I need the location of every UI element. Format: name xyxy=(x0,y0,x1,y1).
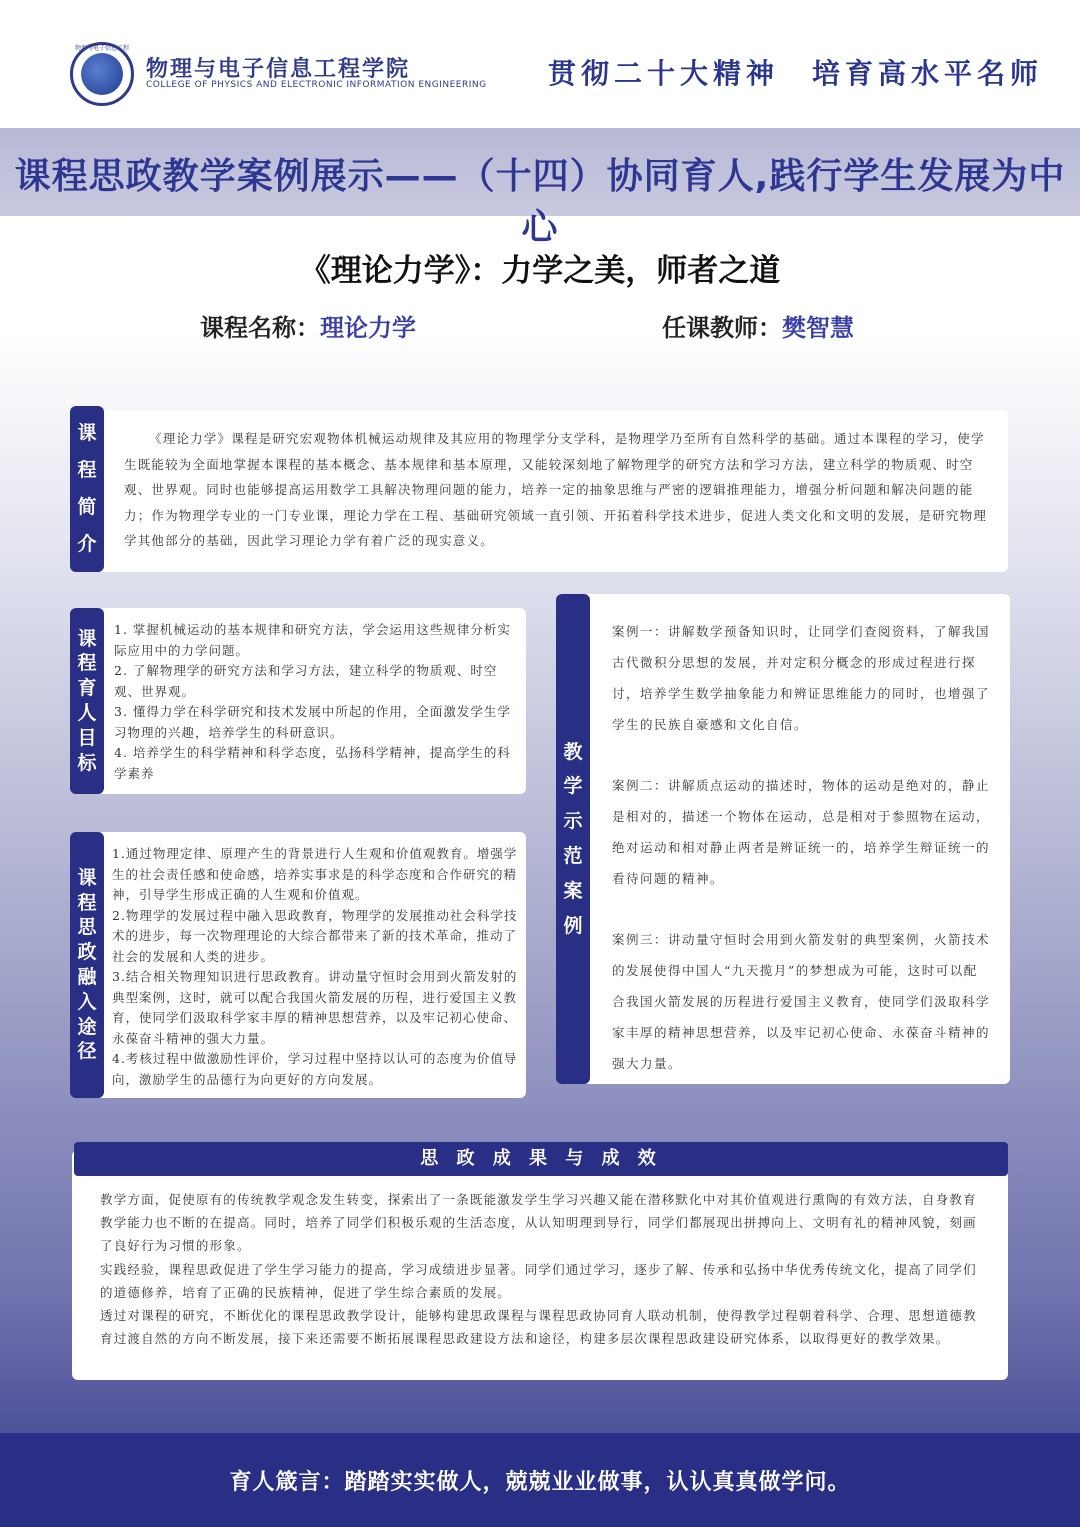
page-title: 课程思政教学案例展示——（十四）协同育人,践行学生发展为中心 xyxy=(14,156,1066,248)
list-item: 2. 了解物理学的研究方法和学习方法，建立科学的物质观、时空观、世界观。 xyxy=(114,663,498,699)
list-item: 2.物理学的发展过程中融入思政教育，物理学的发展推动社会科学技术的进步，每一次物理理论的大综合都带来了新的技术革命，推动了社会的发展和人类的进步。 xyxy=(112,907,518,964)
paths-list xyxy=(112,844,520,1090)
college-name: 物理与电子信息工程学院 xyxy=(146,57,411,82)
course-label: 课程名称： xyxy=(200,314,320,342)
course-info xyxy=(200,308,416,343)
subtitle: 《理论力学》：力学之美，师者之道 xyxy=(299,253,781,289)
list-item: 1.通过物理定律、原理产生的背景进行人生观和价值观教育。增强学生的社会责任感和使命感，培养实事求是的科学态度和合作研究的精神，引导学生形成正确的人生观和价值观。 xyxy=(112,846,518,902)
intro-tab-char: 程 xyxy=(77,459,97,482)
paths-tab-char: 径 xyxy=(77,1040,97,1063)
list-item: 1. 掌握机械运动的基本规律和研究方法，学会运用这些规律分析实际应用中的力学问题。 xyxy=(114,622,511,658)
list-item: 4.考核过程中做激励性评价，学习过程中坚持以认可的态度为价值导向，激励学生的品德行为向更好的方向发展。 xyxy=(112,1051,518,1087)
footer-motto: 育人箴言：踏踏实实做人，兢兢业业做事，认认真真做学问。 xyxy=(229,1470,851,1495)
cases-panel xyxy=(582,594,1010,1084)
goals-tab xyxy=(70,608,104,794)
case-item: 案例一：讲解数学预备知识时，让同学们查阅资料，了解我国古代微积分思想的发展，并对定积分概念的形成过程进行探讨，培养学生数学抽象能力和辨证思维能力的同时，也增强了学生的民族自豪感和文化自信。 xyxy=(612,624,991,732)
teacher-label: 任课教师： xyxy=(662,314,782,342)
header xyxy=(0,0,1080,128)
goals-tab-char: 目 xyxy=(77,726,97,749)
list-item: 3.结合相关物理知识进行思政教育。讲动量守恒时会用到火箭发射的典型案例，这时，就可以配合我国火箭发展的历程，进行爱国主义教育，使同学们汲取科学家丰厚的精神思想营养，以及牢记初心使命、永葆奋斗精神的强大力量。 xyxy=(112,969,518,1046)
list-item: 3. 懂得力学在科学研究和技术发展中所起的作用，全面激发学生学习物理的兴趣，培养学生的科研意识。 xyxy=(114,704,511,740)
intro-tab-char: 课 xyxy=(77,422,97,445)
results-paragraph: 实践经验，课程思政促进了学生学习能力的提高，学习成绩进步显著。同学们通过学习，逐步了解、传承和弘扬中华优秀传统文化，提高了同学们的道德修养，培育了正确的民族精神，促进了学生综合素质的发展。 xyxy=(100,1261,977,1300)
paths-tab-char: 课 xyxy=(77,866,97,889)
intro-tab-char: 介 xyxy=(77,532,97,555)
goals-tab-char: 程 xyxy=(77,652,97,675)
header-slogan: 贯彻二十大精神 培育高水平名师 xyxy=(548,57,1044,90)
intro-tab xyxy=(70,406,104,572)
list-item: 4. 培养学生的科学精神和科学态度，弘扬科学精神，提高学生的科学素养 xyxy=(114,745,511,781)
title-band xyxy=(0,128,1080,248)
goals-panel xyxy=(96,608,526,794)
cases-tab xyxy=(556,594,590,1084)
goals-tab-char: 人 xyxy=(77,702,97,724)
course-value: 理论力学 xyxy=(320,314,416,342)
cases-tab-char: 学 xyxy=(563,775,583,798)
results-paragraph: 教学方面，促使原有的传统教学观念发生转变，探索出了一条既能激发学生学习兴趣又能在潜移默化中对其价值观进行熏陶的有效方法，自身教育教学能力也不断的在提高。同时，培养了同学们积极乐观的生活态度，从认知明理到导行，同学们都展现出拼搏向上、文明有礼的精神风貌，刻画了良好行为习惯的形象。 xyxy=(100,1192,977,1254)
intro-tab-char: 简 xyxy=(77,496,97,518)
cases-tab-char: 教 xyxy=(563,740,583,763)
paths-tab-char: 入 xyxy=(77,990,97,1013)
results-heading: 思 政 成 果 与 成 效 xyxy=(74,1142,1008,1176)
paths-tab-char: 思 xyxy=(77,916,97,939)
teacher-value: 樊智慧 xyxy=(782,314,854,342)
paths-tab-char: 政 xyxy=(77,941,97,964)
paths-tab-char: 融 xyxy=(77,966,97,988)
intro-panel xyxy=(96,410,1008,572)
goals-list xyxy=(114,620,514,784)
case-item: 案例三：讲动量守恒时会用到火箭发射的典型案例，火箭技术的发展使得中国人“九天揽月”的梦想成为可能，这时可以配合我国火箭发展的历程进行爱国主义教育，使同学们汲取科学家丰厚的精神思想营养，以及牢记初心使命、永葆奋斗精神的强大力量。 xyxy=(612,932,991,1071)
cases-tab-char: 例 xyxy=(563,914,583,937)
logo-emblem-icon xyxy=(81,53,123,95)
cases-tab-char: 案 xyxy=(563,879,583,902)
footer xyxy=(0,1433,1080,1527)
goals-tab-char: 标 xyxy=(77,751,97,774)
cases-tab-char: 范 xyxy=(563,845,583,867)
goals-tab-char: 育 xyxy=(77,677,97,700)
logo-ring-text: 物理与电子信息工程 xyxy=(74,45,129,52)
cases-list xyxy=(612,616,990,1109)
college-name-en: COLLEGE OF PHYSICS AND ELECTRONIC INFORMATION ENGINEERING xyxy=(146,80,487,90)
paths-tab-char: 途 xyxy=(77,1015,97,1038)
results-body xyxy=(100,1188,986,1350)
paths-panel xyxy=(96,832,526,1098)
case-item: 案例二：讲解质点运动的描述时，物体的运动是绝对的，静止是相对的，描述一个物体在运动，总是相对于参照物在运动，绝对运动和相对静止两者是辨证统一的，培养学生辩证统一的看待问题的精神。 xyxy=(612,778,991,886)
results-paragraph: 透过对课程的研究，不断优化的课程思政教学设计，能够构建思政课程与课程思政协同育人联动机制，使得教学过程朝着科学、合理、思想道德教育过渡自然的方向不断发展，接下来还需要不断拓展课程思政建设方法和途径，构建多层次课程思政建设研究体系，以取得更好的教学效果。 xyxy=(100,1308,977,1347)
intro-text: 《理论力学》课程是研究宏观物体机械运动规律及其应用的物理学分支学科，是物理学乃至所有自然科学的基础。通过本课程的学习，使学生既能较为全面地掌握本课程的基本概念、基本规律和基本原理，又能较深刻地了解物理学的研究方法和学习方法，建立科学的物质观、时空观、世界观。同时也能够提高运用数学工具解决物理问题的能力，培养一定的抽象思维与严密的逻辑推理能力，增强分析问题和解决问题的能力；作为物理学专业的一门专业课，理论力学在工程、基础研究领域一直引领、开拓着科学技术进步，促进人类文化和文明的发展，是研究物理学其他部分的基础，因此学习理论力学有着广泛的现实意义。 xyxy=(124,431,988,548)
paths-tab xyxy=(70,832,104,1098)
cases-tab-char: 示 xyxy=(563,810,583,833)
goals-tab-char: 课 xyxy=(77,627,97,650)
teacher-info xyxy=(662,308,854,343)
college-logo xyxy=(70,42,134,106)
paths-tab-char: 程 xyxy=(77,891,97,914)
